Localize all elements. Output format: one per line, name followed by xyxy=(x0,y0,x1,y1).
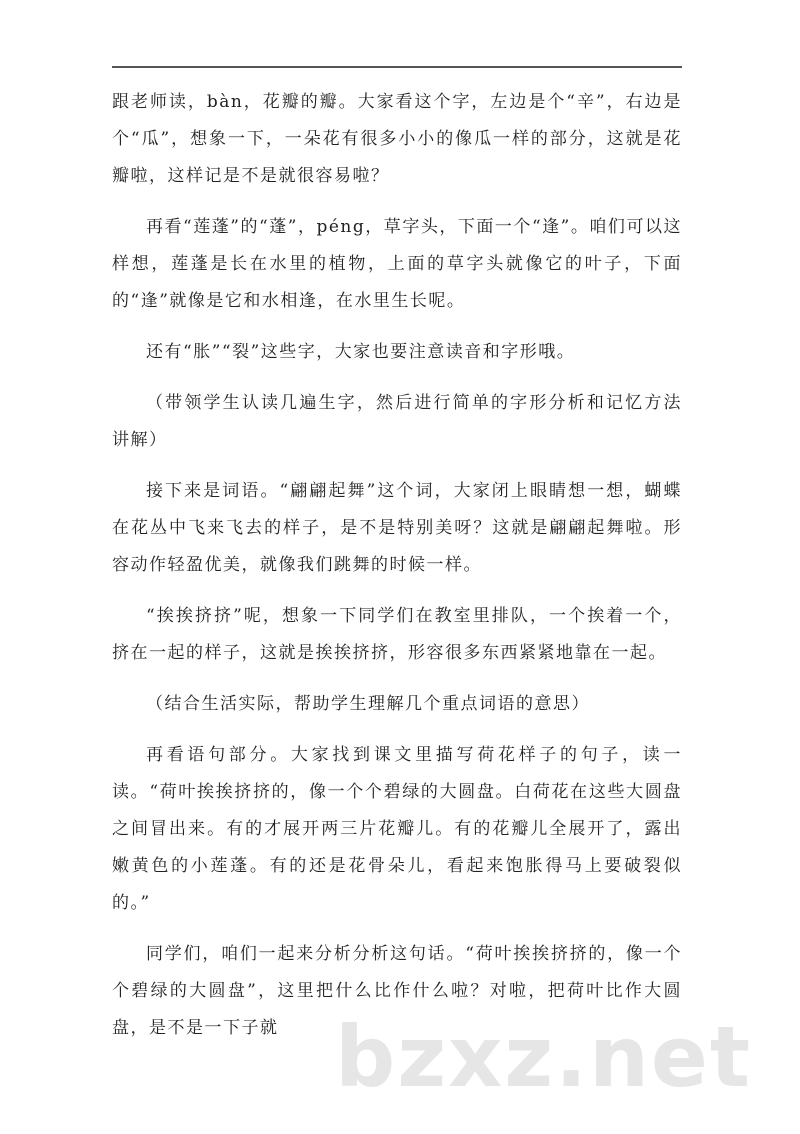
paragraph-peng-character: 再看“莲蓬”的“蓬”，péng，草字头，下面一个“逢”。咱们可以这样想，莲蓬是长在水里的植物，上面的草字头就像它的叶子，下面的“逢”就像是它和水相逢，在水里生长呢。 xyxy=(112,217,682,311)
paragraph-aiai-jiji: “挨挨挤挤”呢，想象一下同学们在教室里排队，一个挨着一个，挤在一起的样子，这就是挨挨挤挤，形容很多东西紧紧地靠在一起。 xyxy=(112,606,682,663)
paragraph-sentence-reading: 再看语句部分。大家找到课文里描写荷花样子的句子，读一读。“荷叶挨挨挤挤的，像一个个碧绿的大圆盘。白荷花在这些大圆盘之间冒出来。有的才展开两三片花瓣儿。有的花瓣儿全展开了，露出嫩黄色的小莲蓬。有的还是花骨朵儿，看起来饱胀得马上要破裂似的。” xyxy=(112,745,682,913)
paragraph-zhang-lie: 还有“胀”“裂”这些字，大家也要注意读音和字形哦。 xyxy=(146,342,576,362)
teaching-note-characters: （带领学生认读几遍生字，然后进行简单的字形分析和记忆方法讲解） xyxy=(112,393,682,450)
paragraph-pianpian-qiwu: 接下来是词语。“翩翩起舞”这个词，大家闭上眼睛想一想，蝴蝶在花丛中飞来飞去的样子，是不是特别美呀？这就是翩翩起舞啦。形容动作轻盈优美，就像我们跳舞的时候一样。 xyxy=(112,481,682,575)
paragraph-ban-character: 跟老师读，bàn，花瓣的瓣。大家看这个字，左边是个“辛”，右边是个“瓜”，想象一下，一朵花有很多小小的像瓜一样的部分，这就是花瓣啦，这样记是不是就很容易啦？ xyxy=(112,92,682,186)
header-rule xyxy=(112,66,682,68)
teaching-note-words: （结合生活实际，帮助学生理解几个重点词语的意思） xyxy=(146,694,590,714)
site-watermark: bzxz.net xyxy=(335,1008,752,1106)
paragraph-sentence-analysis: 同学们，咱们一起来分析分析这句话。“荷叶挨挨挤挤的，像一个个碧绿的大圆盘”，这里把什么比作什么啦？对啦，把荷叶比作大圆盘，是不是一下子就 xyxy=(112,944,682,1038)
document-body xyxy=(112,84,682,1061)
